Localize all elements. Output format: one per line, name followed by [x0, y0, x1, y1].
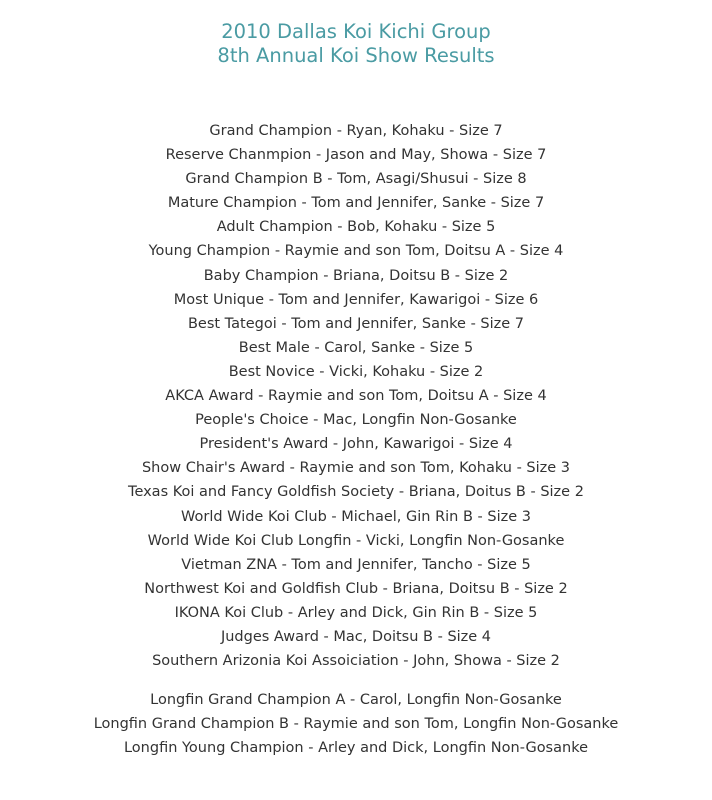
result-line: Best Novice - Vicki, Kohaku - Size 2 — [228, 363, 484, 380]
result-line: Vietman ZNA - Tom and Jennifer, Tancho - Size 5 — [181, 556, 531, 573]
result-line: Reserve Chanmpion - Jason and May, Showa - Size 7 — [165, 147, 547, 164]
result-line: IKONA Koi Club - Arley and Dick, Gin Rin B - Size 5 — [174, 604, 538, 621]
result-line: Northwest Koi and Goldfish Club - Briana, Doitsu B - Size 2 — [144, 580, 568, 597]
result-line: President's Award - John, Kawarigoi - Size 4 — [199, 436, 513, 453]
result-line: Show Chair's Award - Raymie and son Tom, Kohaku - Size 3 — [141, 460, 571, 477]
longfin-result-line: Longfin Grand Champion B - Raymie and son Tom, Longfin Non-Gosanke — [93, 716, 619, 733]
result-line: Mature Champion - Tom and Jennifer, Sanke - Size 7 — [167, 195, 545, 212]
page-title: 2010 Dallas Koi Kichi Group — [221, 20, 491, 43]
result-line: Best Male - Carol, Sanke - Size 5 — [238, 339, 474, 356]
result-line: Best Tategoi - Tom and Jennifer, Sanke - Size 7 — [187, 315, 525, 332]
page-header — [0, 20, 712, 68]
result-line: People's Choice - Mac, Longfin Non-Gosanke — [195, 412, 517, 429]
result-line: Grand Champion B - Tom, Asagi/Shusui - Size 8 — [185, 171, 527, 188]
result-line: AKCA Award - Raymie and son Tom, Doitsu A - Size 4 — [165, 388, 547, 405]
result-line: Southern Arizonia Koi Assoiciation - John, Showa - Size 2 — [152, 653, 560, 670]
results-list — [0, 119, 712, 673]
result-line: World Wide Koi Club Longfin - Vicki, Longfin Non-Gosanke — [147, 532, 565, 549]
result-line: Baby Champion - Briana, Doitsu B - Size 2 — [203, 267, 509, 284]
result-line: World Wide Koi Club - Michael, Gin Rin B - Size 3 — [181, 508, 531, 525]
result-line: Adult Champion - Bob, Kohaku - Size 5 — [216, 219, 496, 236]
result-line: Texas Koi and Fancy Goldfish Society - Briana, Doitus B - Size 2 — [128, 484, 584, 501]
longfin-result-line: Longfin Young Champion - Arley and Dick, Longfin Non-Gosanke — [123, 740, 588, 757]
page-subtitle: 8th Annual Koi Show Results — [217, 44, 495, 67]
result-line: Grand Champion - Ryan, Kohaku - Size 7 — [209, 123, 503, 139]
result-line: Young Champion - Raymie and son Tom, Doitsu A - Size 4 — [148, 243, 564, 260]
result-line: Most Unique - Tom and Jennifer, Kawarigoi - Size 6 — [173, 291, 539, 308]
longfin-results-list — [0, 688, 712, 760]
result-line: Judges Award - Mac, Doitsu B - Size 4 — [220, 628, 492, 645]
longfin-result-line: Longfin Grand Champion A - Carol, Longfin Non-Gosanke — [150, 692, 562, 708]
